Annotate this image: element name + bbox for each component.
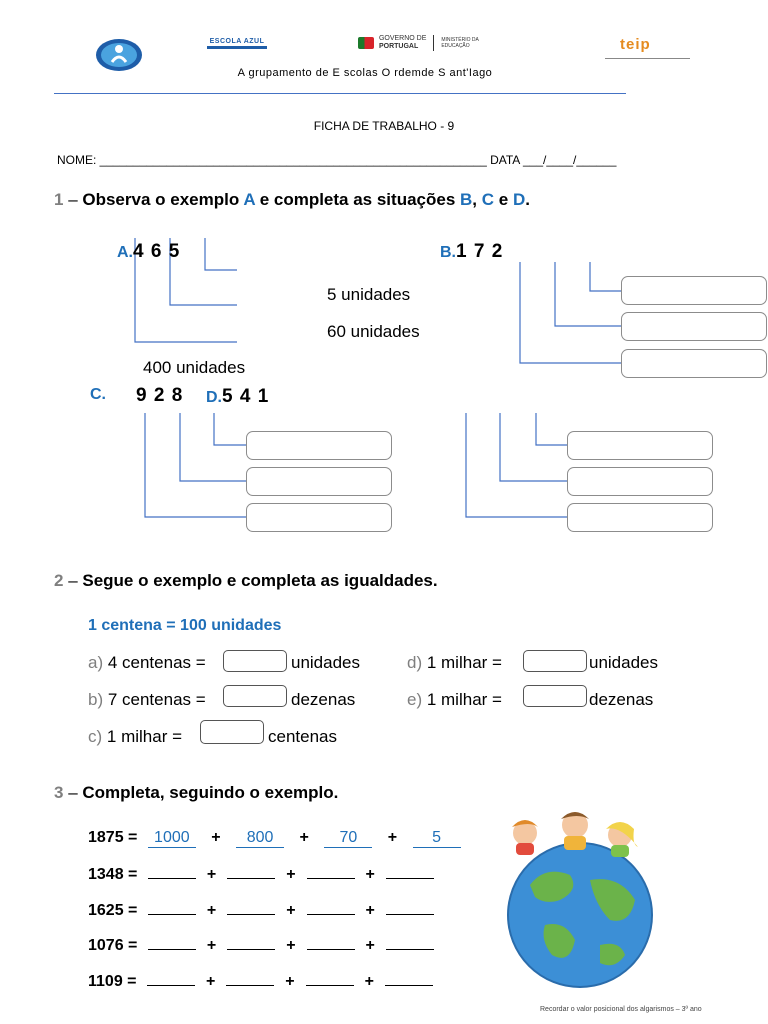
q2-example: 1 centena = 100 unidades xyxy=(88,617,282,634)
worksheet-title: FICHA DE TRABALHO - 9 xyxy=(313,119,455,133)
q3-blank[interactable] xyxy=(147,971,195,986)
agrupamento-title: A grupamento de E scolas O rdemde S ant'Iago xyxy=(237,67,493,79)
name-date-line: NOME: __________________________________________________________ DATA ___/____/______ xyxy=(57,153,617,167)
footer-text: Recordar o valor posicional dos algarismos – 3º ano xyxy=(540,1006,702,1013)
q3-blank[interactable] xyxy=(227,864,275,879)
q2-c-unit: centenas xyxy=(268,727,337,746)
escola-azul-label: ESCOLA AZUL xyxy=(209,38,265,45)
q3-blank[interactable] xyxy=(307,935,355,950)
example-a xyxy=(117,241,180,263)
q2-heading: 2 – Segue o exemplo e completa as igualdades. xyxy=(54,571,438,590)
q2-item-b: b) 7 centenas = xyxy=(88,690,206,709)
q3-example-row: 1875 = 1000 + 800 + 70 + 5 xyxy=(88,829,461,848)
q2-b-unit: dezenas xyxy=(291,690,356,709)
q3-row-1109: 1109 = + + + xyxy=(88,971,433,991)
example-b-number: 1 7 2 xyxy=(456,241,504,262)
example-c-letter: C. xyxy=(90,386,106,403)
q2-item-c: c) 1 milhar = xyxy=(88,727,183,746)
q2-item-a: a) 4 centenas = xyxy=(88,653,206,672)
q3-example-value-4: 5 xyxy=(413,829,461,848)
label-60-unidades: 60 unidades xyxy=(327,322,420,341)
q3-example-value-3: 70 xyxy=(324,829,372,848)
example-c xyxy=(90,386,106,404)
q3-blank[interactable] xyxy=(386,864,434,879)
q3-blank[interactable] xyxy=(226,971,274,986)
q3-blank[interactable] xyxy=(386,900,434,915)
q3-blank[interactable] xyxy=(148,864,196,879)
d-answer-box-3[interactable] xyxy=(567,503,713,532)
ministerio-label: MINISTÉRIO DA EDUCAÇÃO xyxy=(441,37,479,49)
c-answer-box-3[interactable] xyxy=(246,503,392,532)
d-answer-box-2[interactable] xyxy=(567,467,713,496)
globe-children-illustration xyxy=(490,805,670,990)
q3-blank[interactable] xyxy=(385,971,433,986)
d-answer-box-1[interactable] xyxy=(567,431,713,460)
q2-d-unit: unidades xyxy=(589,653,659,672)
example-d xyxy=(206,386,269,408)
label-5-unidades: 5 unidades xyxy=(327,285,411,304)
example-a-letter: A. xyxy=(117,244,133,261)
b-answer-box-2[interactable] xyxy=(621,312,767,341)
teip-label: teip xyxy=(620,36,651,53)
example-c-number: 9 2 8 xyxy=(136,385,184,406)
q2-item-e: e) 1 milhar = xyxy=(407,690,502,709)
c-answer-box-1[interactable] xyxy=(246,431,392,460)
b-answer-box-1[interactable] xyxy=(621,276,767,305)
q3-row-1348: 1348 = + + + xyxy=(88,864,434,884)
q3-row-1076: 1076 = + + + xyxy=(88,935,434,955)
q3-blank[interactable] xyxy=(307,900,355,915)
q2-e-answer-box[interactable] xyxy=(523,685,587,707)
q3-blank[interactable] xyxy=(227,935,275,950)
example-d-number: 5 4 1 xyxy=(222,386,270,407)
q3-blank[interactable] xyxy=(386,935,434,950)
example-b xyxy=(440,241,503,263)
q1-heading: 1 – Observa o exemplo A e completa as situações B, C e D. xyxy=(54,190,530,209)
q2-a-unit: unidades xyxy=(291,653,361,672)
b-answer-box-3[interactable] xyxy=(621,349,767,378)
q3-heading: 3 – Completa, seguindo o exemplo. xyxy=(54,783,339,802)
q3-blank[interactable] xyxy=(148,900,196,915)
q3-blank[interactable] xyxy=(227,900,275,915)
governo-label: GOVERNO DE xyxy=(378,35,427,42)
q2-b-answer-box[interactable] xyxy=(223,685,287,707)
q2-item-d: d) 1 milhar = xyxy=(407,653,502,672)
example-a-number: 4 6 5 xyxy=(133,241,181,262)
q2-a-answer-box[interactable] xyxy=(223,650,287,672)
q3-example-value-2: 800 xyxy=(236,829,284,848)
q2-d-answer-box[interactable] xyxy=(523,650,587,672)
example-d-letter: D. xyxy=(206,389,222,406)
portugal-label: PORTUGAL xyxy=(378,43,419,50)
label-400-unidades: 400 unidades xyxy=(143,358,246,377)
q3-row-1625: 1625 = + + + xyxy=(88,900,434,920)
q2-c-answer-box[interactable] xyxy=(200,720,264,744)
example-b-letter: B. xyxy=(440,244,456,261)
q3-blank[interactable] xyxy=(307,864,355,879)
q3-example-value-1: 1000 xyxy=(148,829,196,848)
c-answer-box-2[interactable] xyxy=(246,467,392,496)
q3-blank[interactable] xyxy=(148,935,196,950)
q3-blank[interactable] xyxy=(306,971,354,986)
q2-e-unit: dezenas xyxy=(589,690,654,709)
